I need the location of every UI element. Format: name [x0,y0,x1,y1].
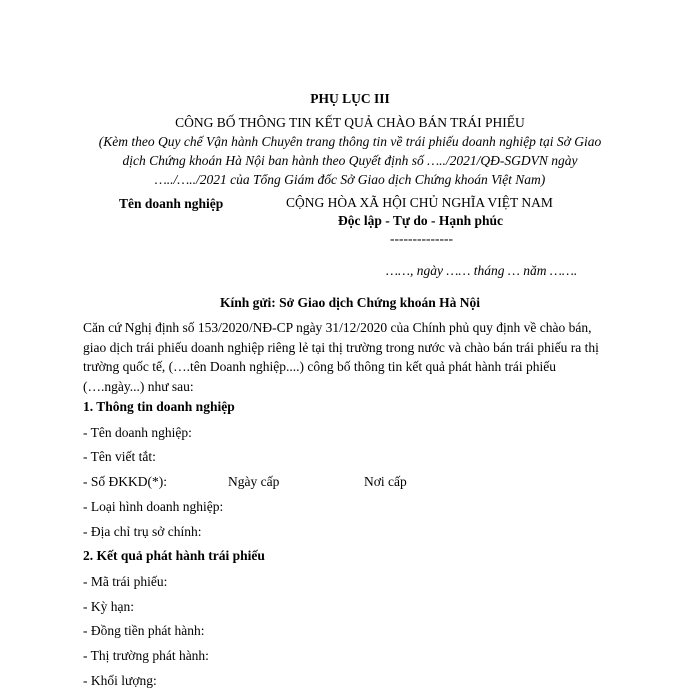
date-line: ……, ngày …… tháng … năm ……. [386,263,578,278]
intro-line-1: Căn cứ Nghị định số 153/2020/NĐ-CP ngày 31/12/2020 của Chính phủ quy định về chào bán, [83,320,592,335]
intro-line-3: trường quốc tế, (….tên Doanh nghiệp....) công bố thông tin kết quả phát hành trái phiếu [83,359,556,374]
field-registration-number: - Số ĐKKD(*): [83,474,167,489]
field-volume: - Khối lượng: [83,673,157,688]
field-head-office-address: - Địa chỉ trụ sở chính: [83,524,202,539]
company-name-label: Tên doanh nghiệp [119,196,224,211]
field-company-name: - Tên doanh nghiệp: [83,425,192,440]
national-title: CỘNG HÒA XÃ HỘI CHỦ NGHĨA VIỆT NAM [286,195,553,210]
field-bond-code: - Mã trái phiếu: [83,574,168,589]
recipient-line: Kính gửi: Sở Giao dịch Chứng khoán Hà Nội [219,295,480,310]
intro-paragraph [83,318,623,396]
subtitle-line-3: …../…../2021 của Tổng Giám đốc Sở Giao dịch Chứng khoán Việt Nam) [154,172,546,187]
motto-separator: -------------- [390,231,453,246]
appendix-label: PHỤ LỤC III [310,91,390,106]
intro-line-2: giao dịch trái phiếu doanh nghiệp riêng lẻ tại thị trường trong nước và chào bán trái phiếu ra thị [83,339,599,355]
field-currency: - Đồng tiền phát hành: [83,623,205,638]
field-company-type: - Loại hình doanh nghiệp: [83,499,224,514]
field-issue-date: Ngày cấp [228,474,280,489]
document-title: CÔNG BỐ THÔNG TIN KẾT QUẢ CHÀO BÁN TRÁI PHIẾU [175,115,525,130]
national-motto: Độc lập - Tự do - Hạnh phúc [338,213,504,228]
intro-line-4: (….ngày...) như sau: [83,378,194,394]
field-term: - Kỳ hạn: [83,599,134,614]
field-market: - Thị trường phát hành: [83,648,209,663]
field-issue-place: Nơi cấp [364,474,407,489]
subtitle-line-2: dịch Chứng khoán Hà Nội ban hành theo Quyết định số …../2021/QĐ-SGDVN ngày [122,153,578,168]
section-1-heading: 1. Thông tin doanh nghiệp [83,399,235,414]
subtitle-line-1: (Kèm theo Quy chế Vận hành Chuyên trang thông tin về trái phiếu doanh nghiệp tại Sở Giao [98,134,602,149]
section-2-heading: 2. Kết quả phát hành trái phiếu [83,548,265,563]
field-short-name: - Tên viết tắt: [83,449,156,464]
